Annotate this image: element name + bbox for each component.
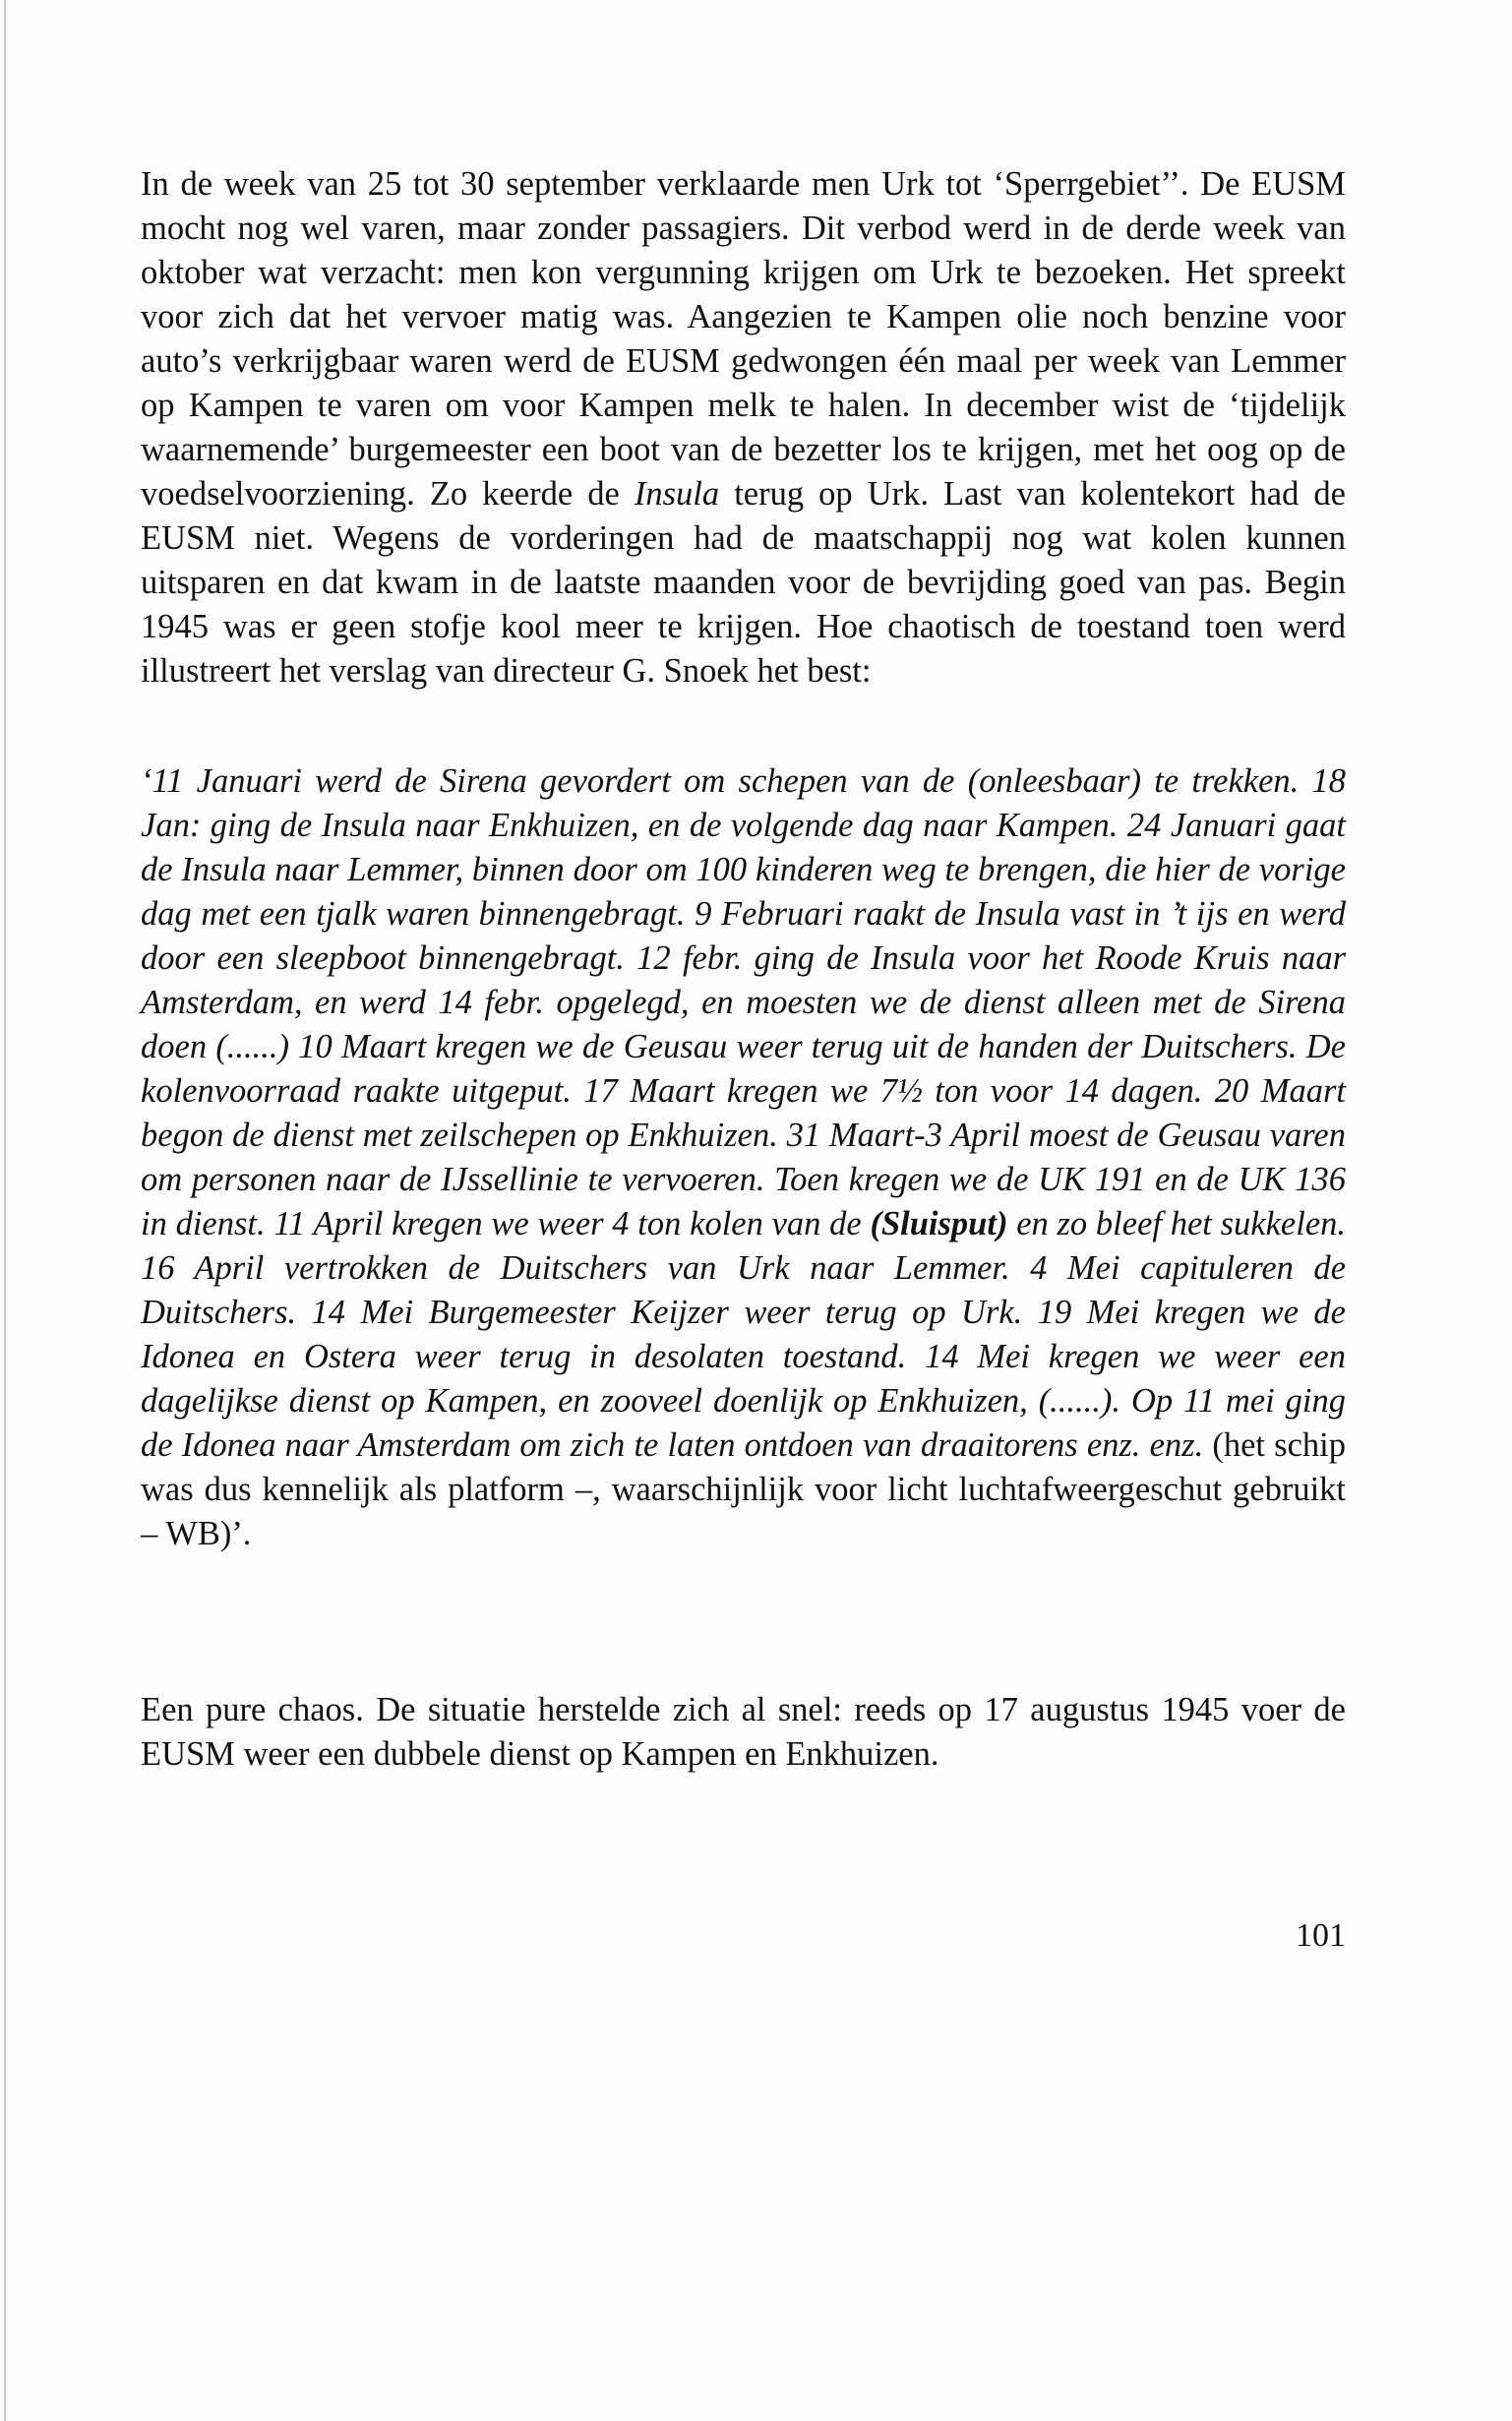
quote-part-1: ‘11 Januari werd de Sirena gevordert om schepen van de (onleesbaar) te trekken. 18 Jan: ging de Insula naar Enkhuizen, en de volgende dag naar Kampen. 24 Januari gaat de Insula naar Lemmer, binnen door om 100 kinderen weg te brengen, die hier de vorige dag met een tjalk waren binnengebragt. 9 Februari raakt de Insula vast in ’t ijs en werd door een sleepboot binnengebragt. 12 febr. ging de Insula voor het Roode Kruis naar Amsterdam, en werd 14 febr. opgelegd, en moesten we de dienst alleen met de Sirena doen (......) 10 Maart kregen we de Geusau weer terug uit de handen der Duitschers. De kolenvoorraad raakte uitgeput. 17 Maart kregen we 7½ ton voor 14 dagen. 20 Maart begon de dienst met zeilschepen op Enkhuizen. 31 Maart-3 April moest de Geusau varen om personen naar de IJssellinie te vervoeren. Toen kregen we de UK 191 en de UK 136 in dienst. 11 April kregen we weer 4 ton kolen van de <box>141 762 1346 1242</box>
page-edge-line <box>4 0 6 2421</box>
editor-note: (het schip was dus kennelijk als platform –, waarschijnlijk voor licht luchtafweergeschut gebruikt – WB)’. <box>141 1426 1346 1552</box>
quote-part-2: en zo bleef het sukkelen. 16 April vertrokken de Duitschers van Urk naar Lemmer. 4 Mei capituleren de Duitschers. 14 Mei Burgemeester Keijzer weer terug op Urk. 19 Mei kregen we de Idonea en Ostera weer terug in desolaten toestand. 14 Mei kregen we weer een dagelijkse dienst op Kampen, en zooveel doenlijk op Enkhuizen, (......). Op 11 mei ging de Idonea naar Amsterdam om zich te laten ontdoen van draaitorens enz. enz. <box>141 1205 1347 1464</box>
closing-paragraph: Een pure chaos. De situatie herstelde zich al snel: reeds op 17 augustus 1945 voer de EUSM weer een dubbele dienst op Kampen en Enkhuizen. <box>141 1691 1346 1773</box>
quote-bold-word: (Sluisput) <box>870 1205 1008 1242</box>
intro-text: In de week van 25 tot 30 september verklaarde men Urk tot ‘Sperrgebiet’’. De EUSM mocht nog wel varen, maar zonder passagiers. Dit verbod werd in de derde week van oktober wat verzacht: men kon vergunning krijgen om Urk te bezoeken. Het spreekt voor zich dat het vervoer matig was. Aangezien te Kampen olie noch benzine voor auto’s verkrijgbaar waren werd de EUSM gedwongen één maal per week van Lemmer op Kampen te varen om voor Kampen melk te halen. In december wist de ‘tijdelijk waarnemende’ burgemeester een boot van de bezetter los te krijgen, met het oog op de voedselvoorziening. Zo keerde de <box>141 165 1346 513</box>
intro-text-continued: terug op Urk. Last van kolentekort had de EUSM niet. Wegens de vorderingen had de maatschappij nog wat kolen kunnen uitsparen en dat kwam in de laatste maanden voor de bevrijding goed van pas. Begin 1945 was er geen stofje kool meer te krijgen. Hoe chaotisch de toestand toen werd illustreert het verslag van directeur G. Snoek het best: <box>141 475 1346 690</box>
intro-paragraph <box>141 162 1346 694</box>
quoted-report <box>141 759 1346 1556</box>
page-number: 101 <box>1296 1917 1346 1954</box>
ship-name: Insula <box>634 475 720 513</box>
